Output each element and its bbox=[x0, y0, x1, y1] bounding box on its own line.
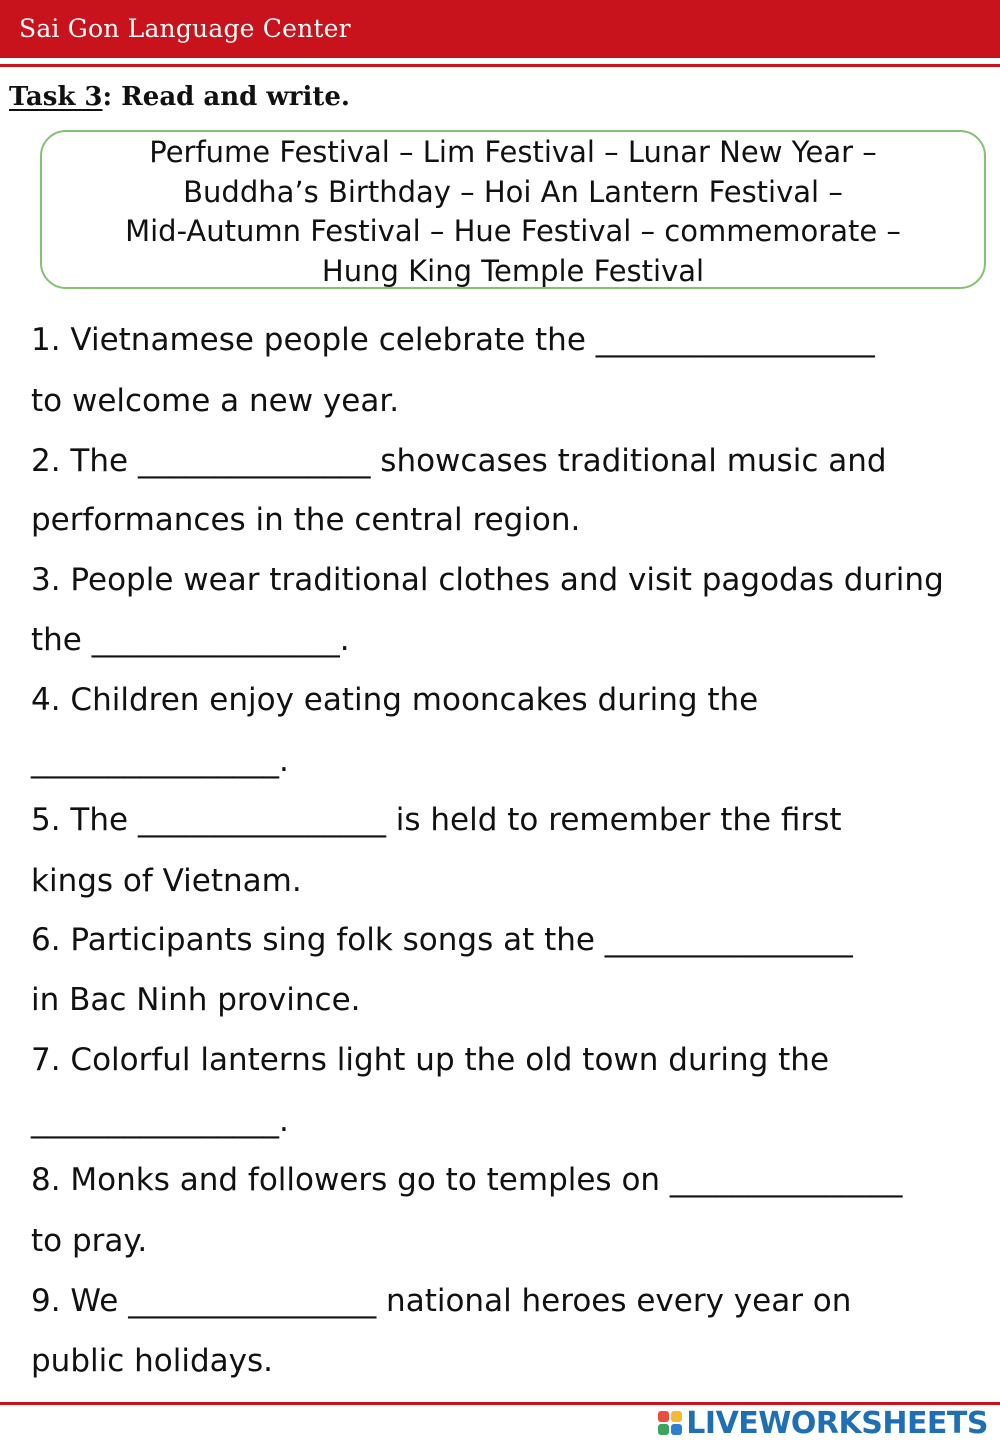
question-6-line-b: in Bac Ninh province. bbox=[31, 982, 361, 1018]
question-8-line-a: 8. Monks and followers go to temples on _______________ bbox=[31, 1162, 903, 1198]
question-4-line-a: 4. Children enjoy eating mooncakes during the bbox=[31, 682, 759, 718]
task-instruction: : Read and write. bbox=[102, 82, 350, 112]
question-8-line-b: to pray. bbox=[31, 1223, 148, 1259]
question-1-line-b: to welcome a new year. bbox=[31, 383, 400, 419]
question-7-line-b: ________________. bbox=[31, 1103, 289, 1139]
header-bar bbox=[0, 0, 1000, 58]
question-2-line-b: performances in the central region. bbox=[31, 502, 581, 538]
question-3-line-b: the ________________. bbox=[31, 622, 350, 658]
question-5-line-b: kings of Vietnam. bbox=[31, 863, 302, 899]
question-9-line-b: public holidays. bbox=[31, 1343, 273, 1379]
question-1-line-a: 1. Vietnamese people celebrate the __________________ bbox=[31, 322, 875, 358]
question-6-line-a: 6. Participants sing folk songs at the ________________ bbox=[31, 922, 853, 958]
question-4-line-b: ________________. bbox=[31, 743, 289, 779]
word-bank-line: Perfume Festival – Lim Festival – Lunar New Year – bbox=[149, 135, 877, 169]
word-bank-line: Mid-Autumn Festival – Hue Festival – commemorate – bbox=[125, 214, 901, 248]
header-title: Sai Gon Language Center bbox=[19, 14, 351, 43]
word-bank-line: Hung King Temple Festival bbox=[321, 253, 705, 288]
word-bank-box bbox=[40, 130, 986, 289]
question-7-line-a: 7. Colorful lanterns light up the old town during the bbox=[31, 1042, 830, 1078]
question-3-line-a: 3. People wear traditional clothes and visit pagodas during bbox=[31, 562, 944, 598]
question-5-line-a: 5. The ________________ is held to remember the first bbox=[31, 802, 842, 838]
question-2-line-a: 2. The _______________ showcases traditional music and bbox=[31, 443, 887, 479]
word-bank-line: Buddha’s Birthday – Hoi An Lantern Festival – bbox=[183, 174, 843, 209]
task-title bbox=[9, 82, 350, 112]
task-label: Task 3 bbox=[9, 82, 103, 112]
brand-watermark bbox=[658, 1406, 988, 1440]
header-divider bbox=[0, 64, 1000, 67]
brand-logo-icon bbox=[658, 1411, 682, 1435]
question-9-line-a: 9. We ________________ national heroes every year on bbox=[31, 1283, 852, 1319]
brand-text: LIVEWORKSHEETS bbox=[686, 1405, 988, 1441]
